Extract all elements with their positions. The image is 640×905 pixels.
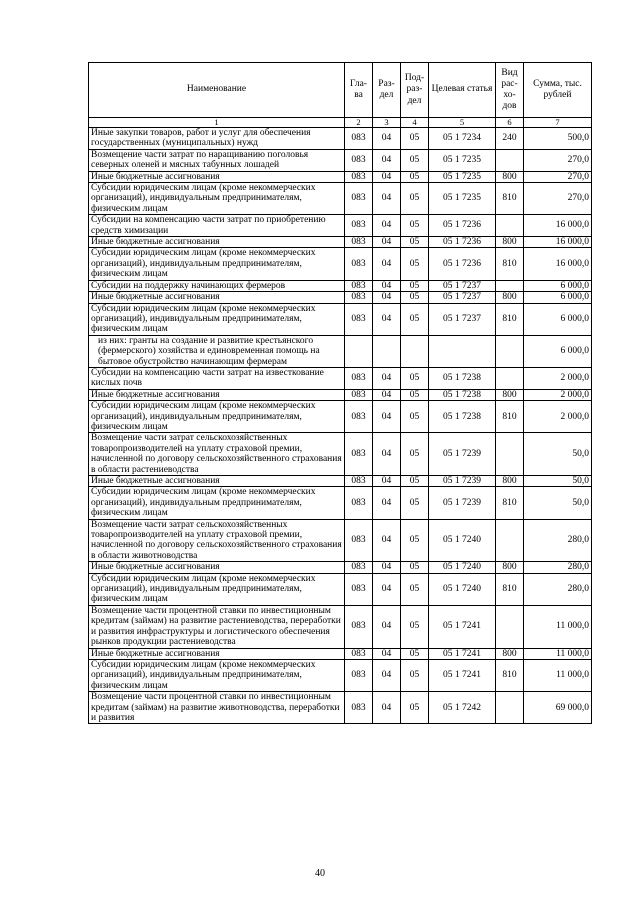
cell-stat: 05 1 7240 bbox=[429, 573, 496, 605]
cell-stat: 05 1 7239 bbox=[429, 487, 496, 519]
table-row bbox=[89, 215, 592, 237]
table-row bbox=[89, 237, 592, 248]
cell-vid bbox=[496, 692, 524, 724]
cell-vid bbox=[496, 335, 524, 367]
cell-glava: 083 bbox=[345, 659, 373, 691]
table-body bbox=[89, 128, 592, 724]
cell-razdel: 04 bbox=[373, 692, 401, 724]
cell-stat: 05 1 7238 bbox=[429, 401, 496, 433]
cell-razdel: 04 bbox=[373, 573, 401, 605]
table-row bbox=[89, 562, 592, 573]
cell-stat: 05 1 7239 bbox=[429, 433, 496, 476]
cell-razdel: 04 bbox=[373, 659, 401, 691]
cell-summa: 16 000,0 bbox=[524, 237, 592, 248]
cell-vid bbox=[496, 433, 524, 476]
table-row bbox=[89, 149, 592, 171]
cell-name: Субсидии на компенсацию части затрат по приобретению средств химизации bbox=[89, 215, 345, 237]
cell-razdel: 04 bbox=[373, 292, 401, 303]
cell-summa: 6 000,0 bbox=[524, 292, 592, 303]
cell-vid bbox=[496, 280, 524, 291]
cell-stat: 05 1 7240 bbox=[429, 519, 496, 562]
cell-glava: 083 bbox=[345, 401, 373, 433]
cell-name: Иные закупки товаров, работ и услуг для обеспечения государственных (муниципальных) нужд bbox=[89, 128, 345, 150]
cell-name: Субсидии юридическим лицам (кроме некоммерческих организаций), индивидуальным предпринимателям, физическим лицам bbox=[89, 183, 345, 215]
table-row bbox=[89, 248, 592, 280]
header-summa: Сумма, тыс. рублей bbox=[524, 63, 592, 118]
cell-summa: 16 000,0 bbox=[524, 215, 592, 237]
cell-glava: 083 bbox=[345, 476, 373, 487]
cell-vid bbox=[496, 215, 524, 237]
cell-razdel: 04 bbox=[373, 171, 401, 182]
cell-summa: 270,0 bbox=[524, 149, 592, 171]
table-row bbox=[89, 573, 592, 605]
cell-vid: 810 bbox=[496, 659, 524, 691]
cell-vid: 800 bbox=[496, 237, 524, 248]
cell-podrazdel: 05 bbox=[401, 183, 429, 215]
table-row bbox=[89, 433, 592, 476]
cell-name: Субсидии на поддержку начинающих фермеров bbox=[89, 280, 345, 291]
cell-stat: 05 1 7241 bbox=[429, 605, 496, 648]
cell-name: Субсидии юридическим лицам (кроме некоммерческих организаций), индивидуальным предпринимателям, физическим лицам bbox=[89, 487, 345, 519]
cell-razdel: 04 bbox=[373, 487, 401, 519]
cell-glava: 083 bbox=[345, 519, 373, 562]
cell-summa: 69 000,0 bbox=[524, 692, 592, 724]
cell-podrazdel: 05 bbox=[401, 573, 429, 605]
cell-vid bbox=[496, 519, 524, 562]
cell-name: Возмещение части процентной ставки по инвестиционным кредитам (займам) на развитие растениеводства, переработки и развития инфраструктуры и логистического обеспечения рынков продукции растениеводства bbox=[89, 605, 345, 648]
cell-glava: 083 bbox=[345, 149, 373, 171]
cell-summa: 2 000,0 bbox=[524, 389, 592, 400]
cell-razdel: 04 bbox=[373, 519, 401, 562]
cell-podrazdel: 05 bbox=[401, 171, 429, 182]
cell-stat: 05 1 7240 bbox=[429, 562, 496, 573]
column-number: 4 bbox=[401, 118, 429, 128]
cell-podrazdel: 05 bbox=[401, 476, 429, 487]
cell-podrazdel: 05 bbox=[401, 215, 429, 237]
cell-vid: 810 bbox=[496, 401, 524, 433]
table-row bbox=[89, 476, 592, 487]
cell-glava: 083 bbox=[345, 692, 373, 724]
cell-podrazdel: 05 bbox=[401, 605, 429, 648]
cell-vid: 800 bbox=[496, 648, 524, 659]
cell-razdel: 04 bbox=[373, 248, 401, 280]
cell-name: Возмещение части затрат по наращиванию поголовья северных оленей и мясных табунных лошадей bbox=[89, 149, 345, 171]
cell-podrazdel: 05 bbox=[401, 292, 429, 303]
cell-vid bbox=[496, 367, 524, 389]
cell-name: Иные бюджетные ассигнования bbox=[89, 171, 345, 182]
cell-vid: 800 bbox=[496, 171, 524, 182]
cell-vid bbox=[496, 149, 524, 171]
column-number: 5 bbox=[429, 118, 496, 128]
cell-stat bbox=[429, 335, 496, 367]
cell-stat: 05 1 7238 bbox=[429, 367, 496, 389]
table-row bbox=[89, 648, 592, 659]
table-row bbox=[89, 128, 592, 150]
cell-summa: 50,0 bbox=[524, 487, 592, 519]
cell-name: Субсидии на компенсацию части затрат на известкование кислых почв bbox=[89, 367, 345, 389]
cell-vid: 810 bbox=[496, 573, 524, 605]
table-row bbox=[89, 487, 592, 519]
table-row bbox=[89, 183, 592, 215]
cell-glava: 083 bbox=[345, 367, 373, 389]
cell-glava: 083 bbox=[345, 573, 373, 605]
cell-name: Субсидии юридическим лицам (кроме некоммерческих организаций), индивидуальным предпринимателям, физическим лицам bbox=[89, 573, 345, 605]
cell-glava: 083 bbox=[345, 562, 373, 573]
cell-podrazdel: 05 bbox=[401, 433, 429, 476]
cell-podrazdel: 05 bbox=[401, 562, 429, 573]
cell-glava: 083 bbox=[345, 171, 373, 182]
table-row bbox=[89, 605, 592, 648]
cell-podrazdel: 05 bbox=[401, 692, 429, 724]
table-row bbox=[89, 659, 592, 691]
cell-glava: 083 bbox=[345, 183, 373, 215]
column-number: 1 bbox=[89, 118, 345, 128]
cell-name: Иные бюджетные ассигнования bbox=[89, 237, 345, 248]
cell-summa: 50,0 bbox=[524, 476, 592, 487]
cell-glava: 083 bbox=[345, 389, 373, 400]
cell-podrazdel: 05 bbox=[401, 280, 429, 291]
cell-podrazdel: 05 bbox=[401, 401, 429, 433]
column-number: 2 bbox=[345, 118, 373, 128]
cell-name: Возмещение части процентной ставки по инвестиционным кредитам (займам) на развитие животноводства, переработки и развития bbox=[89, 692, 345, 724]
cell-name: Иные бюджетные ассигнования bbox=[89, 648, 345, 659]
budget-table-page bbox=[88, 62, 591, 724]
header-name: Наименование bbox=[89, 63, 345, 118]
cell-vid: 810 bbox=[496, 303, 524, 335]
cell-summa: 11 000,0 bbox=[524, 659, 592, 691]
header-razdel: Раз-дел bbox=[373, 63, 401, 118]
cell-podrazdel: 05 bbox=[401, 519, 429, 562]
header-stat: Целевая статья bbox=[429, 63, 496, 118]
table-row bbox=[89, 335, 592, 367]
cell-glava: 083 bbox=[345, 605, 373, 648]
table-row bbox=[89, 367, 592, 389]
cell-glava: 083 bbox=[345, 648, 373, 659]
table-row bbox=[89, 292, 592, 303]
table-row bbox=[89, 401, 592, 433]
cell-name: Субсидии юридическим лицам (кроме некоммерческих организаций), индивидуальным предпринимателям, физическим лицам bbox=[89, 248, 345, 280]
cell-podrazdel: 05 bbox=[401, 487, 429, 519]
header-vid: Вид рас-хо-дов bbox=[496, 63, 524, 118]
cell-podrazdel bbox=[401, 335, 429, 367]
cell-summa: 6 000,0 bbox=[524, 303, 592, 335]
cell-summa: 16 000,0 bbox=[524, 248, 592, 280]
table-row bbox=[89, 389, 592, 400]
cell-stat: 05 1 7235 bbox=[429, 171, 496, 182]
cell-vid: 800 bbox=[496, 562, 524, 573]
cell-podrazdel: 05 bbox=[401, 303, 429, 335]
cell-stat: 05 1 7238 bbox=[429, 389, 496, 400]
cell-podrazdel: 05 bbox=[401, 248, 429, 280]
header-glava: Гла-ва bbox=[345, 63, 373, 118]
cell-razdel: 04 bbox=[373, 280, 401, 291]
cell-razdel: 04 bbox=[373, 562, 401, 573]
cell-summa: 11 000,0 bbox=[524, 648, 592, 659]
cell-stat: 05 1 7236 bbox=[429, 215, 496, 237]
cell-name: Субсидии юридическим лицам (кроме некоммерческих организаций), индивидуальным предпринимателям, физическим лицам bbox=[89, 303, 345, 335]
cell-vid: 810 bbox=[496, 183, 524, 215]
column-number: 7 bbox=[524, 118, 592, 128]
cell-summa: 270,0 bbox=[524, 183, 592, 215]
table-row bbox=[89, 519, 592, 562]
table-row bbox=[89, 692, 592, 724]
cell-razdel: 04 bbox=[373, 215, 401, 237]
cell-summa: 11 000,0 bbox=[524, 605, 592, 648]
cell-vid: 800 bbox=[496, 292, 524, 303]
cell-glava: 083 bbox=[345, 237, 373, 248]
cell-glava bbox=[345, 335, 373, 367]
cell-razdel: 04 bbox=[373, 389, 401, 400]
cell-podrazdel: 05 bbox=[401, 389, 429, 400]
cell-razdel: 04 bbox=[373, 237, 401, 248]
cell-stat: 05 1 7235 bbox=[429, 149, 496, 171]
cell-name: Возмещение части затрат сельскохозяйственных товаропроизводителей на уплату страховой премии, начисленной по договору сельскохозяйственного страхования в области животноводства bbox=[89, 519, 345, 562]
cell-razdel: 04 bbox=[373, 648, 401, 659]
cell-stat: 05 1 7234 bbox=[429, 128, 496, 150]
cell-stat: 05 1 7237 bbox=[429, 303, 496, 335]
cell-summa: 2 000,0 bbox=[524, 401, 592, 433]
header-podrazdel: Под-раз-дел bbox=[401, 63, 429, 118]
column-number-row bbox=[89, 118, 592, 128]
cell-glava: 083 bbox=[345, 303, 373, 335]
cell-summa: 280,0 bbox=[524, 519, 592, 562]
table-row bbox=[89, 171, 592, 182]
cell-podrazdel: 05 bbox=[401, 237, 429, 248]
cell-vid: 810 bbox=[496, 487, 524, 519]
cell-name: Возмещение части затрат сельскохозяйственных товаропроизводителей на уплату страховой премии, начисленной по договору сельскохозяйственного страхования в области растениеводства bbox=[89, 433, 345, 476]
cell-glava: 083 bbox=[345, 292, 373, 303]
cell-summa: 50,0 bbox=[524, 433, 592, 476]
table-row bbox=[89, 303, 592, 335]
cell-podrazdel: 05 bbox=[401, 659, 429, 691]
cell-glava: 083 bbox=[345, 215, 373, 237]
cell-summa: 280,0 bbox=[524, 573, 592, 605]
cell-name: из них: гранты на создание и развитие крестьянского (фермерского) хозяйства и единовременная помощь на бытовое обустройство начинающим фермерам bbox=[89, 335, 345, 367]
cell-podrazdel: 05 bbox=[401, 367, 429, 389]
cell-razdel: 04 bbox=[373, 433, 401, 476]
cell-stat: 05 1 7242 bbox=[429, 692, 496, 724]
cell-vid: 800 bbox=[496, 389, 524, 400]
cell-razdel: 04 bbox=[373, 401, 401, 433]
cell-name: Субсидии юридическим лицам (кроме некоммерческих организаций), индивидуальным предпринимателям, физическим лицам bbox=[89, 659, 345, 691]
cell-stat: 05 1 7236 bbox=[429, 248, 496, 280]
column-number: 6 bbox=[496, 118, 524, 128]
cell-vid: 240 bbox=[496, 128, 524, 150]
cell-vid: 810 bbox=[496, 248, 524, 280]
cell-razdel: 04 bbox=[373, 367, 401, 389]
cell-podrazdel: 05 bbox=[401, 128, 429, 150]
cell-stat: 05 1 7241 bbox=[429, 659, 496, 691]
cell-glava: 083 bbox=[345, 487, 373, 519]
cell-vid bbox=[496, 605, 524, 648]
cell-stat: 05 1 7235 bbox=[429, 183, 496, 215]
cell-summa: 280,0 bbox=[524, 562, 592, 573]
cell-stat: 05 1 7241 bbox=[429, 648, 496, 659]
cell-glava: 083 bbox=[345, 280, 373, 291]
budget-table bbox=[88, 62, 592, 724]
cell-stat: 05 1 7236 bbox=[429, 237, 496, 248]
page-number: 40 bbox=[315, 868, 325, 879]
cell-razdel: 04 bbox=[373, 149, 401, 171]
cell-vid: 800 bbox=[496, 476, 524, 487]
cell-name: Иные бюджетные ассигнования bbox=[89, 476, 345, 487]
cell-name: Иные бюджетные ассигнования bbox=[89, 292, 345, 303]
cell-razdel: 04 bbox=[373, 183, 401, 215]
cell-razdel: 04 bbox=[373, 605, 401, 648]
cell-glava: 083 bbox=[345, 433, 373, 476]
cell-name: Иные бюджетные ассигнования bbox=[89, 562, 345, 573]
cell-summa: 270,0 bbox=[524, 171, 592, 182]
cell-summa: 6 000,0 bbox=[524, 335, 592, 367]
cell-razdel: 04 bbox=[373, 476, 401, 487]
cell-summa: 6 000,0 bbox=[524, 280, 592, 291]
table-row bbox=[89, 280, 592, 291]
cell-stat: 05 1 7237 bbox=[429, 280, 496, 291]
cell-summa: 500,0 bbox=[524, 128, 592, 150]
cell-name: Иные бюджетные ассигнования bbox=[89, 389, 345, 400]
cell-razdel: 04 bbox=[373, 303, 401, 335]
table-header-row bbox=[89, 63, 592, 118]
cell-podrazdel: 05 bbox=[401, 149, 429, 171]
cell-razdel bbox=[373, 335, 401, 367]
cell-stat: 05 1 7239 bbox=[429, 476, 496, 487]
cell-razdel: 04 bbox=[373, 128, 401, 150]
cell-summa: 2 000,0 bbox=[524, 367, 592, 389]
cell-podrazdel: 05 bbox=[401, 648, 429, 659]
cell-name: Субсидии юридическим лицам (кроме некоммерческих организаций), индивидуальным предпринимателям, физическим лицам bbox=[89, 401, 345, 433]
cell-glava: 083 bbox=[345, 248, 373, 280]
cell-stat: 05 1 7237 bbox=[429, 292, 496, 303]
cell-glava: 083 bbox=[345, 128, 373, 150]
column-number: 3 bbox=[373, 118, 401, 128]
